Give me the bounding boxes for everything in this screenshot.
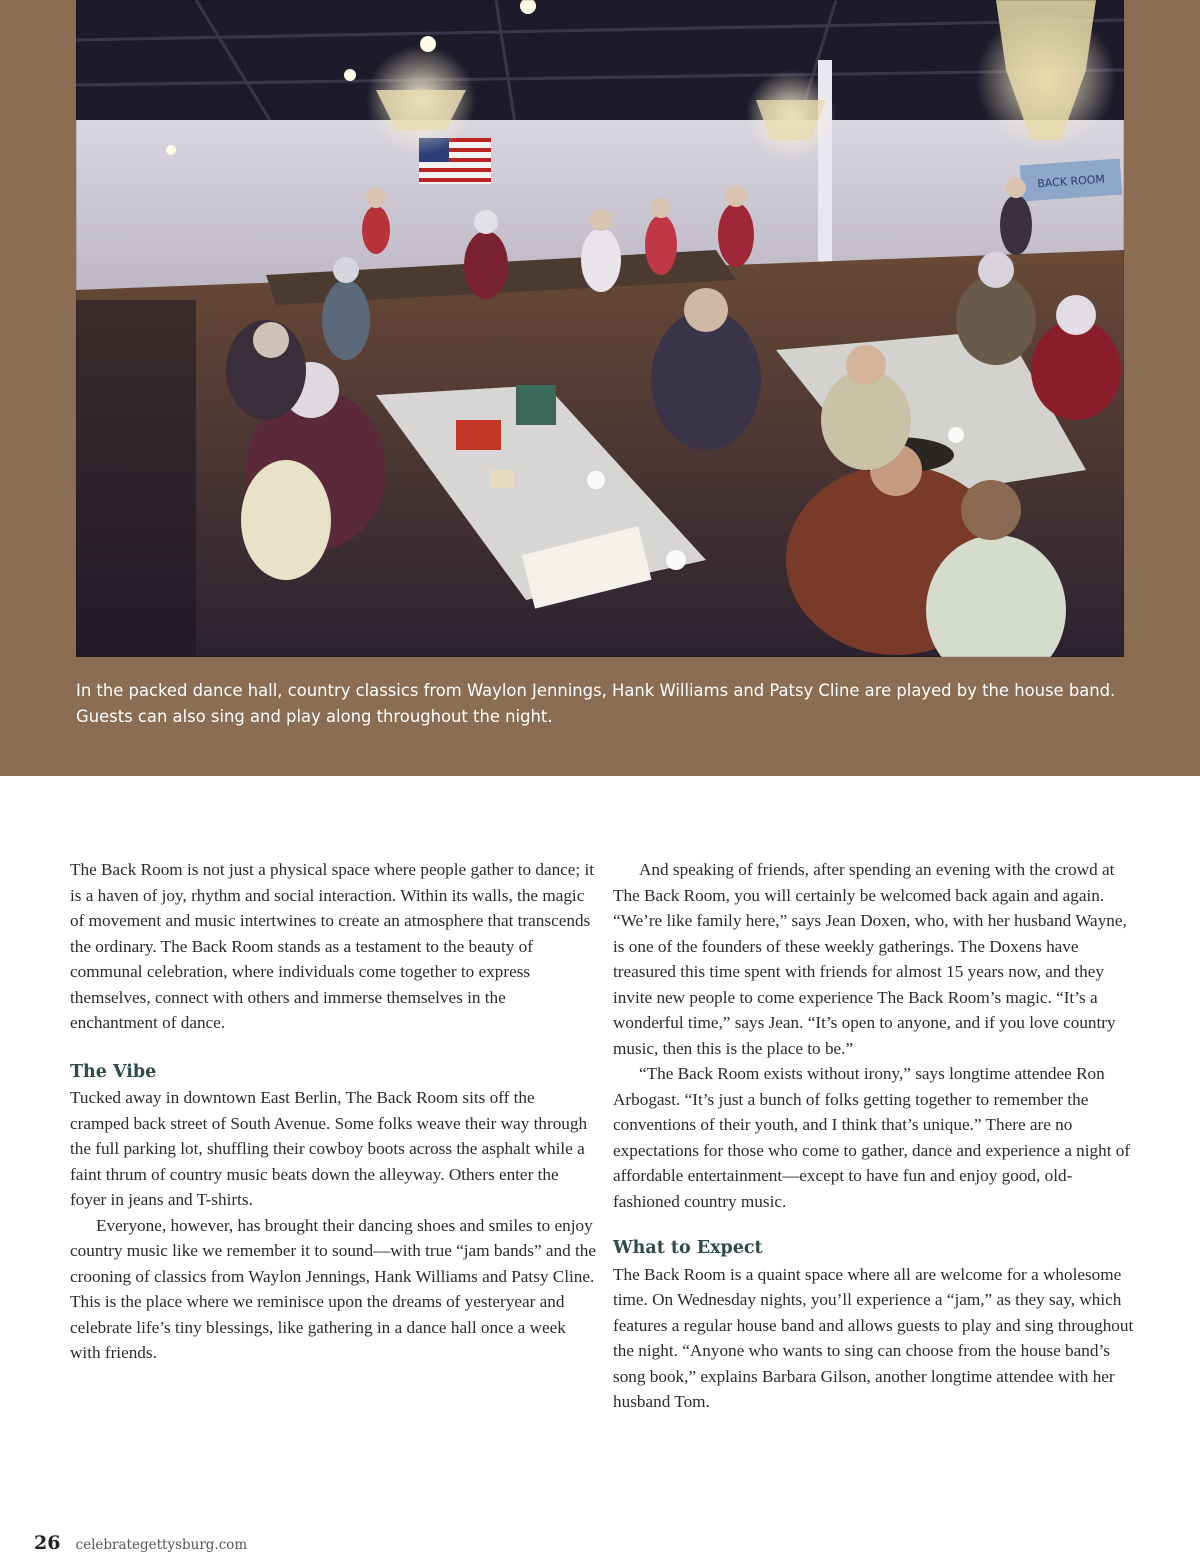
heading-what-to-expect: What to Expect — [613, 1238, 763, 1258]
dance-hall-illustration — [76, 0, 1124, 657]
friends-paragraph: And speaking of friends, after spending an evening with the crowd at The Back Room, you will certainly be welcomed back again and again. “We’re like family here,” says Jean Doxen, who, with her husband Wayne, is one of the founders of these weekly gatherings. The Doxens have treasured this time spent with friends for almost 15 years now, and they invite new people to come experience The Back Room’s magic. “It’s a wonderful time,” says Jean. “It’s open to anyone, and if you love country music, then this is the place to be.” — [613, 860, 1127, 1058]
banner-text: BACK ROOM — [1036, 172, 1106, 191]
chandelier-center — [746, 70, 836, 160]
chandelier-left — [366, 45, 476, 155]
expect-paragraph: The Back Room is a quaint space where all are welcome for a wholesome time. On Wednesday nights, you’ll experience a “jam,” as they say, which features a regular house band and allows guests to play and sing throughout the night. “Anyone who wants to sing can choose from the house band’s song book,” explains Barbara Gilson, another longtime attendee with her husband Tom. — [613, 1264, 1134, 1411]
page-footer — [34, 1532, 247, 1554]
spacer — [613, 1214, 1139, 1236]
dance-hall-photo — [76, 0, 1124, 657]
irony-paragraph: “The Back Room exists without irony,” says longtime attendee Ron Arbogast. “It’s just a bunch of folks getting together to remember the conventions of their youth, and I think that’s unique.” There are no expectations for those who come to gather, dance and experience a night of affordable entertainment—except to have fun and enjoy good, old-fashioned country music. — [613, 1064, 1131, 1211]
photo-band — [0, 0, 1200, 776]
photo-caption: In the packed dance hall, country classics from Waylon Jennings, Hank Williams and Patsy Cline are played by the house band. Guests can also sing and play along throughout the night. — [76, 681, 1116, 726]
intro-paragraph: The Back Room is not just a physical space where people gather to dance; it is a haven of joy, rhythm and social interaction. Within its walls, the magic of movement and music intertwines to create an atmosphere that transcends the ordinary. The Back Room stands as a testament to the beauty of communal celebration, where individuals come together to express themselves, connect with others and immerse themselves in the enchantment of dance. — [70, 860, 595, 1032]
vibe-paragraph-2: Everyone, however, has brought their dancing shoes and smiles to enjoy country music like we remember it to sound—with true “jam bands” and the crooning of classics from Waylon Jennings, Hank Williams and Patsy Cline. This is the place where we reminisce upon the dreams of yesteryear and celebrate life’s tiny blessings, like gathering in a dance hall once a week with friends. — [70, 1215, 596, 1362]
right-column — [613, 857, 1139, 1415]
website-url: celebrategettysburg.com — [75, 1537, 248, 1553]
ceiling — [76, 0, 1124, 130]
heading-the-vibe: The Vibe — [70, 1061, 157, 1082]
spacer — [70, 1036, 596, 1060]
page-number: 26 — [34, 1532, 61, 1554]
vibe-paragraph-1: Tucked away in downtown East Berlin, The Back Room sits off the cramped back street of South Avenue. Some folks weave their way through the full parking lot, shuffling their cowboy boots across the asphalt while a faint thrum of country music beats down the alleyway. Others enter the foyer in jeans and T-shirts. — [70, 1088, 588, 1209]
left-shadow — [76, 300, 196, 657]
back-room-banner — [1020, 159, 1122, 202]
left-column — [70, 857, 596, 1366]
